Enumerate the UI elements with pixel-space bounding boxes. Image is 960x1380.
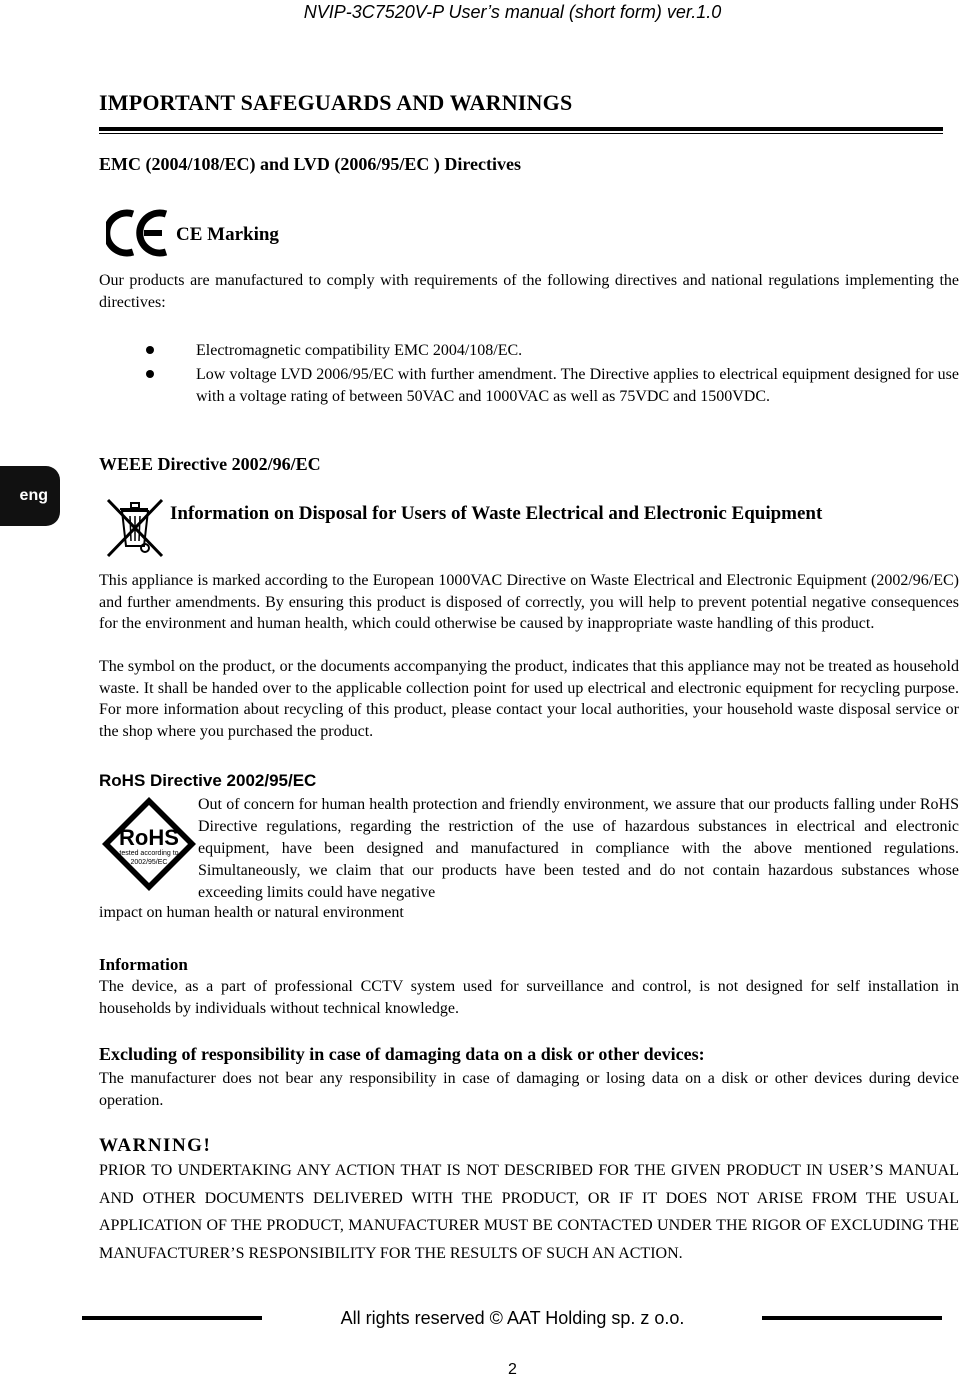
information-text: The device, as a part of professional CCTV system used for surveillance and control, is not designed for self installation in households by individuals without technical knowledge. <box>99 978 959 1017</box>
bullet-item-lvd: Low voltage LVD 2006/95/EC with further amendment. The Directive applies to electrical equipment designed for use with a voltage rating of between 50VAC and 1000VAC as well as 75VDC and 1500VDC. <box>196 366 959 405</box>
emc-lvd-heading: EMC (2004/108/EC) and LVD (2006/95/EC ) Directives <box>99 154 521 174</box>
bullet-dot <box>146 346 154 354</box>
weee-heading: WEEE Directive 2002/96/EC <box>99 454 321 474</box>
warning-heading: WARNING! <box>99 1135 212 1156</box>
weee-paragraph-1: This appliance is marked according to the European 1000VAC Directive on Waste Electrical and Electronic Equipment (2002/96/EC) and further amendments. By ensuring this product is disposed of correctly, you will help to prevent potential negative consequences for the environment and human health, which could otherwise be caused by inappropriate waste handling of this product. <box>99 572 959 633</box>
rohs-heading: RoHS Directive 2002/95/EC <box>99 771 317 790</box>
running-header: NVIP-3C7520V-P User’s manual (short form) ver.1.0 <box>303 2 722 22</box>
bullet-item-emc: Electromagnetic compatibility EMC 2004/108/EC. <box>196 342 523 359</box>
crossed-out-bin-icon <box>102 494 168 565</box>
title-rule-thin <box>99 133 943 134</box>
language-tab: eng <box>0 466 60 526</box>
rohs-paragraph-tail: impact on human health or natural environment <box>99 904 404 921</box>
ce-mark-icon <box>106 208 172 263</box>
exclusion-text: The manufacturer does not bear any responsibility in case of damaging or losing data on a disk or other devices during device operation. <box>99 1070 959 1109</box>
bullet-dot <box>146 370 154 378</box>
exclusion-heading: Excluding of responsibility in case of damaging data on a disk or other devices: <box>99 1044 705 1064</box>
title-rule-thick <box>99 127 943 131</box>
rohs-logo-line2: 2002/95/EC <box>130 859 168 866</box>
page-title: IMPORTANT SAFEGUARDS AND WARNINGS <box>99 90 573 115</box>
ce-marking-label: CE Marking <box>176 224 279 245</box>
page-number: 2 <box>508 1361 517 1378</box>
weee-subheading: Information on Disposal for Users of Waste Electrical and Electronic Equipment <box>170 503 823 524</box>
rohs-logo <box>100 795 198 898</box>
rohs-logo-line1: tested according to <box>119 850 179 857</box>
emc-intro-paragraph: Our products are manufactured to comply with requirements of the following directives and national regulations implementing the directives: <box>99 272 959 311</box>
information-heading: Information <box>99 955 188 974</box>
footer-copyright: All rights reserved © AAT Holding sp. z o.o. <box>340 1308 685 1328</box>
weee-paragraph-2: The symbol on the product, or the documents accompanying the product, indicates that this appliance may not be treated as household waste. It shall be handed over to the applicable collection point for used up electrical and electronic equipment for recycling purpose. For more information about recycling of this product, please contact your local authorities, your household waste disposal service or the shop where you purchased the product. <box>99 658 959 740</box>
rohs-logo-main: RoHS <box>119 825 179 850</box>
rohs-paragraph: Out of concern for human health protection and friendly environment, we assure that our products falling under RoHS Directive regulations, regarding the restriction of the use of hazardous substances in electrical and electronic equipment, have been designed and manufactured in compliance with the above mentioned regulations. Simultaneously, we claim that our products have been tested and do not contain hazardous substances whose exceeding limits could have negative <box>198 796 959 901</box>
warning-text: PRIOR TO UNDERTAKING ANY ACTION THAT IS NOT DESCRIBED FOR THE GIVEN PRODUCT IN USER’S MANUAL AND OTHER DOCUMENTS DELIVERED WITH THE PRODUCT, OR IF IT DOES NOT ARISE FROM THE USUAL APPLICATION OF THE PRODUCT, MANUFACTURER MUST BE CONTACTED UNDER THE RIGOR OF EXCLUDING THE MANUFACTURER’S RESPONSIBILITY FOR THE RESULTS OF SUCH AN ACTION. <box>99 1162 959 1262</box>
